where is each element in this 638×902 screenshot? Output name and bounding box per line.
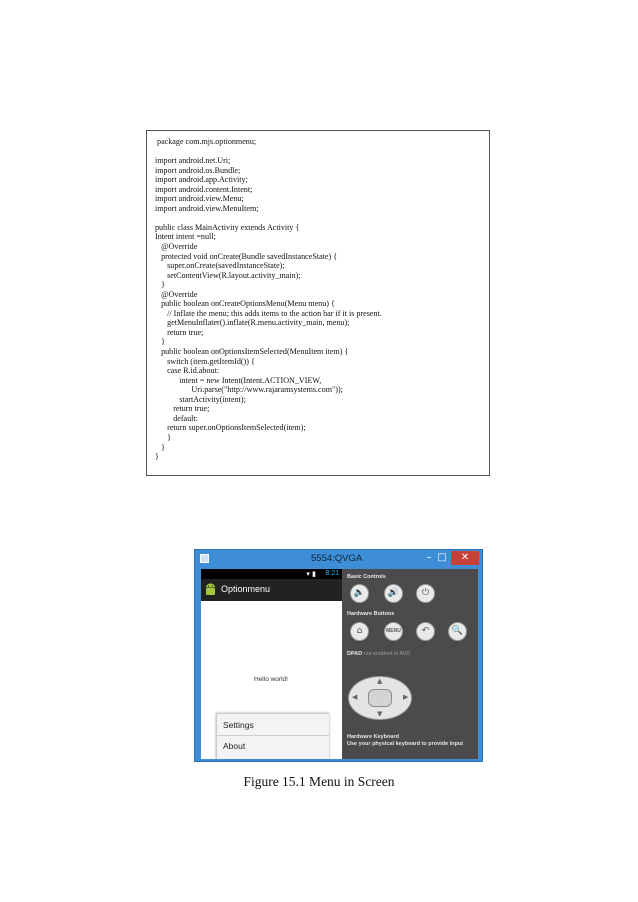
code-line: import android.net.Uri; (155, 156, 231, 166)
back-icon[interactable]: ↶ (416, 622, 435, 641)
code-line: Uri.parse("http://www.rajaramsystems.com")); (155, 385, 343, 395)
code-line: return true; (155, 404, 210, 414)
code-line: } (155, 337, 165, 347)
dpad-left-icon[interactable]: ◀ (352, 693, 358, 701)
code-line: @Override (155, 242, 198, 252)
status-bar (201, 569, 342, 579)
code-line: protected void onCreate(Bundle savedInstanceState) { (155, 251, 338, 261)
minimize-button[interactable]: – (426, 552, 432, 563)
code-line: switch (item.getItemId()) { (155, 356, 255, 366)
dpad-center-button[interactable] (368, 689, 392, 707)
code-line: return super.onOptionsItemSelected(item); (155, 423, 306, 433)
code-line: setContentView(R.layout.activity_main); (155, 270, 301, 280)
code-line: default: (155, 413, 198, 423)
code-line: } (155, 442, 165, 452)
code-line (155, 213, 485, 223)
dpad-right-icon[interactable]: ▶ (403, 693, 409, 701)
signal-battery-icons: ▾ ▮ (306, 570, 316, 578)
android-icon (205, 583, 216, 596)
figure-caption: Figure 15.1 Menu in Screen (243, 774, 395, 789)
code-line: } (155, 432, 172, 442)
close-button[interactable]: ✕ (451, 551, 479, 565)
code-line: public class MainActivity extends Activity { (155, 222, 300, 232)
dpad[interactable] (348, 676, 412, 720)
phone-screen (201, 569, 342, 759)
status-time: 8:21 (325, 570, 339, 577)
code-line: public boolean onCreateOptionsMenu(Menu menu) { (155, 299, 335, 309)
menu-divider (217, 735, 329, 736)
code-line: intent = new Intent(Intent.ACTION_VIEW, (155, 375, 322, 385)
code-line: // Inflate the menu; this adds items to the action bar if it is present. (155, 308, 382, 318)
code-line: package com.mjs.optionmenu; (155, 137, 257, 146)
menu-button[interactable]: MENU (384, 622, 403, 641)
dpad-up-icon[interactable]: ▲ (377, 677, 383, 685)
home-icon[interactable]: ⌂ (350, 622, 369, 641)
emulator-window (194, 549, 483, 762)
menu-item-settings[interactable]: Settings (223, 720, 254, 730)
dpad-label-text: DPAD (347, 651, 363, 657)
options-menu (216, 713, 329, 759)
maximize-button[interactable]: □ (437, 552, 447, 563)
code-listing-box (146, 130, 490, 476)
window-title: 5554:QVGA (311, 553, 363, 564)
code-line: case R.id.about: (155, 366, 220, 376)
dpad-status: not enabled in AVD (363, 651, 411, 657)
action-bar (201, 579, 342, 601)
dpad-down-icon[interactable]: ▼ (377, 710, 383, 718)
code-line: super.onCreate(savedInstanceState); (155, 261, 285, 271)
window-app-icon (200, 554, 209, 563)
basic-controls-label: Basic Controls (347, 574, 386, 580)
code-line: return true; (155, 327, 204, 337)
code-line (155, 147, 485, 157)
code-line: } (155, 452, 159, 462)
code-line: import android.view.Menu; (155, 194, 244, 204)
keyboard-label: Hardware Keyboard (347, 734, 399, 740)
code-line: } (155, 280, 165, 290)
code-lines (155, 137, 485, 462)
keyboard-hint: Use your physical keyboard to provide input (347, 741, 464, 747)
window-titlebar (195, 550, 482, 568)
code-line: startActivity(intent); (155, 394, 246, 404)
code-line: import android.content.Intent; (155, 184, 253, 194)
code-line: @Override (155, 289, 198, 299)
code-line: getMenuInflater().inflate(R.menu.activity_main, menu); (155, 318, 350, 328)
dpad-label (347, 651, 410, 657)
emulator-controls-panel (342, 569, 478, 759)
menu-item-about[interactable]: About (223, 741, 246, 751)
code-line: import android.app.Activity; (155, 175, 248, 185)
code-line: import android.view.MenuItem; (155, 203, 259, 213)
volume-up-icon[interactable]: 🔊 (384, 584, 403, 603)
app-title: Optionmenu (221, 584, 271, 594)
search-icon[interactable]: 🔍 (448, 622, 467, 641)
power-icon[interactable]: ⏻ (416, 584, 435, 603)
code-line: public boolean onOptionsItemSelected(MenuItem item) { (155, 347, 349, 357)
code-line: Intent intent =null; (155, 232, 216, 242)
hello-text: Hello world! (254, 676, 288, 683)
volume-down-icon[interactable]: 🔈 (350, 584, 369, 603)
code-line: import android.os.Bundle; (155, 165, 241, 175)
hardware-buttons-label: Hardware Buttons (347, 611, 395, 617)
